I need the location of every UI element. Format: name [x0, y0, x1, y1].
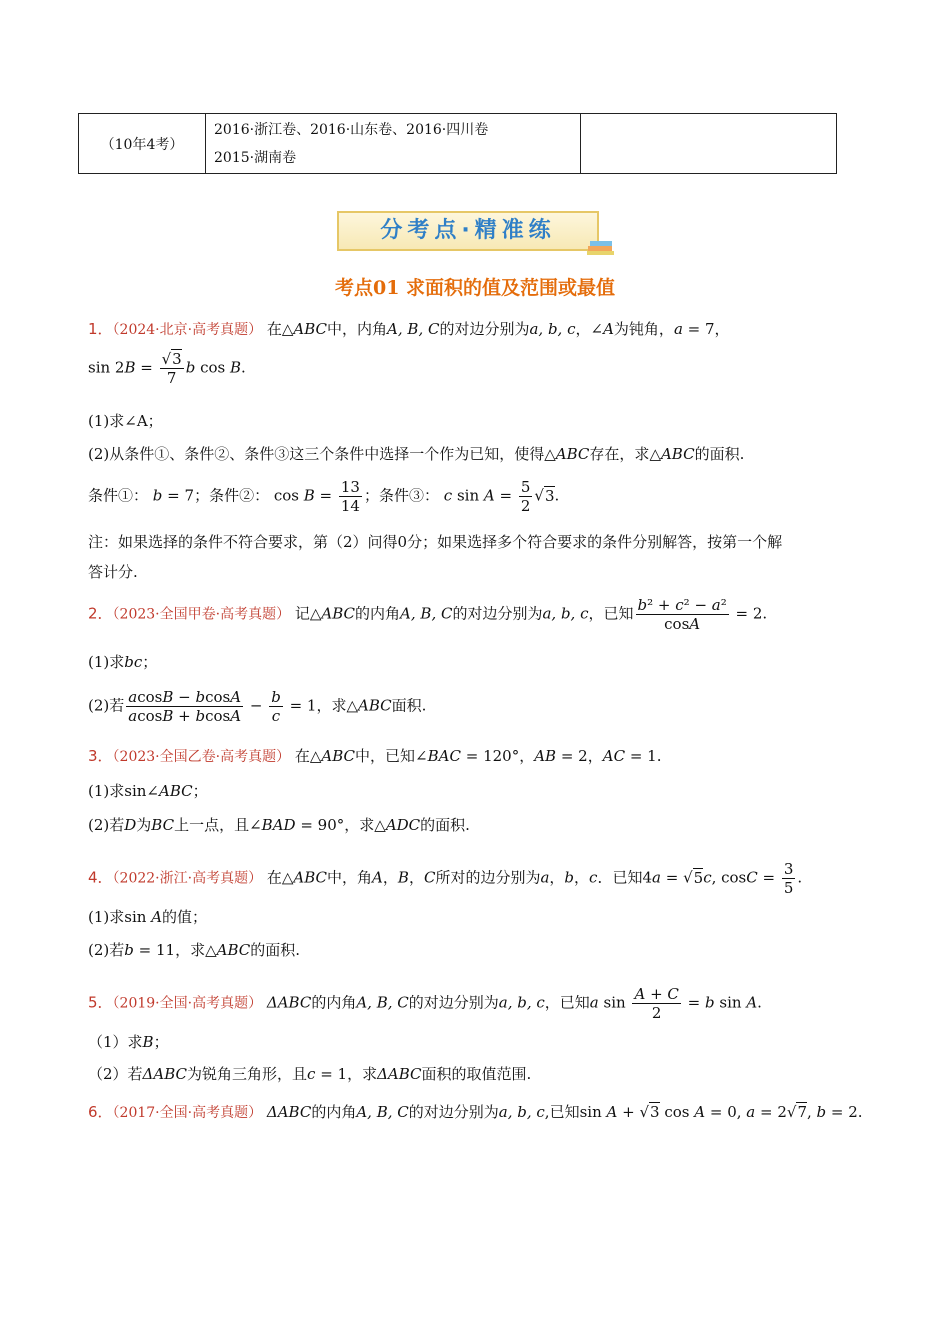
q4-part1: (1)求sin A的值；: [88, 908, 208, 926]
q5-part2: （2）若ΔABC为锐角三角形，且c = 1，求ΔABC面积的取值范围.: [88, 1065, 532, 1083]
empty-cell: [581, 114, 837, 174]
q3-line1: 3．（2023·全国乙卷·高考真题） 在△ABC中，已知∠BAC = 120°，AB = 2，AC = 1.: [88, 747, 662, 765]
books-icon: [586, 234, 616, 256]
q3-source: （2023·全国乙卷·高考真题）: [112, 749, 291, 765]
exam-count: （10年4考）: [79, 114, 206, 174]
q4-line1: 4．（2022·浙江·高考真题） 在△ABC中，角A，B，C所对的边分别为a，b，c．已知4a = √5c, cosC = $\frac{3}{5}$ .: [88, 860, 803, 897]
q1-part2: (2)从条件①、条件②、条件③这三个条件中选择一个作为已知，使得△ABC存在，求△ABC的面积.: [88, 445, 745, 463]
q1-source: （2024·北京·高考真题）: [112, 322, 263, 338]
q4-number: 4．: [88, 868, 113, 887]
banner-text: 分考点·精准练: [380, 218, 556, 243]
q5-part1: （1）求B；: [88, 1033, 169, 1051]
q1-conditions: 条件①： b = 7；条件②： cos B = $\frac{13}{14}$ ；条件③： c sin A = $\frac{5}{2}$ √3.: [88, 478, 560, 515]
q2-part2: (2)若 $\frac{acosB - bcosA}{acosB + bcosA}$ − $\frac{b}{c}$ = 1，求△ABC面积.: [88, 688, 427, 725]
q2-line1: 2．（2023·全国甲卷·高考真题） 记△ABC的内角A, B, C的对边分别为a, b, c，已知 $\frac{\text{b² + c² − a²}}{\cos A}$ = 2.: [88, 596, 768, 633]
q1-formula: sin 2B = $\frac{√3}{7}$ b cos B.: [88, 350, 246, 387]
q1-line1: 1．（2024·北京·高考真题） 在△ABC中，内角A, B, C的对边分别为a, b, c，∠A为钝角，a = 7，: [88, 320, 730, 338]
section-banner: [337, 211, 599, 251]
q5-number: 5．: [88, 993, 113, 1012]
q6-line1: 6．（2017·全国·高考真题） ΔABC的内角A, B, C的对边分别为a, b, c,已知sin A + √3 cos A = 0, a = 2√7, b = 2.: [88, 1103, 863, 1121]
q1-number: 1．: [88, 320, 113, 338]
exam-sources: [206, 114, 581, 174]
q3-part2: (2)若D为BC上一点，且∠BAD = 90°，求△ADC的面积.: [88, 816, 470, 834]
exam-sources-line2: 2015·湖南卷: [214, 149, 297, 166]
header-table: [78, 113, 837, 174]
q5-source: （2019·全国·高考真题）: [112, 995, 263, 1012]
q2-part1: (1)求bc；: [88, 653, 158, 671]
q1-note1: 注：如果选择的条件不符合要求，第（2）问得0分；如果选择多个符合要求的条件分别解答，按第一个解: [88, 533, 783, 551]
q5-line1: 5．（2019·全国·高考真题） ΔABC的内角A, B, C的对边分别为a, b, c，已知a sin $\frac{A + C}{2}$ = b sin A.: [88, 985, 762, 1022]
q2-source: （2023·全国甲卷·高考真题）: [112, 606, 291, 623]
section-title: 考点01 求面积的值及范围或最值: [334, 277, 616, 299]
q3-number: 3．: [88, 747, 113, 765]
exam-sources-line1: 2016·浙江卷、2016·山东卷、2016·四川卷: [214, 121, 489, 138]
q2-number: 2．: [88, 604, 113, 623]
q6-source: （2017·全国·高考真题）: [112, 1105, 263, 1121]
q1-part1: (1)求∠A；: [88, 412, 163, 430]
q4-part2: (2)若b = 11，求△ABC的面积.: [88, 941, 301, 959]
q3-part1: (1)求sin∠ABC；: [88, 782, 208, 800]
q1-note2: 答计分.: [88, 563, 138, 581]
q6-number: 6．: [88, 1103, 113, 1121]
q4-source: （2022·浙江·高考真题）: [112, 870, 263, 887]
